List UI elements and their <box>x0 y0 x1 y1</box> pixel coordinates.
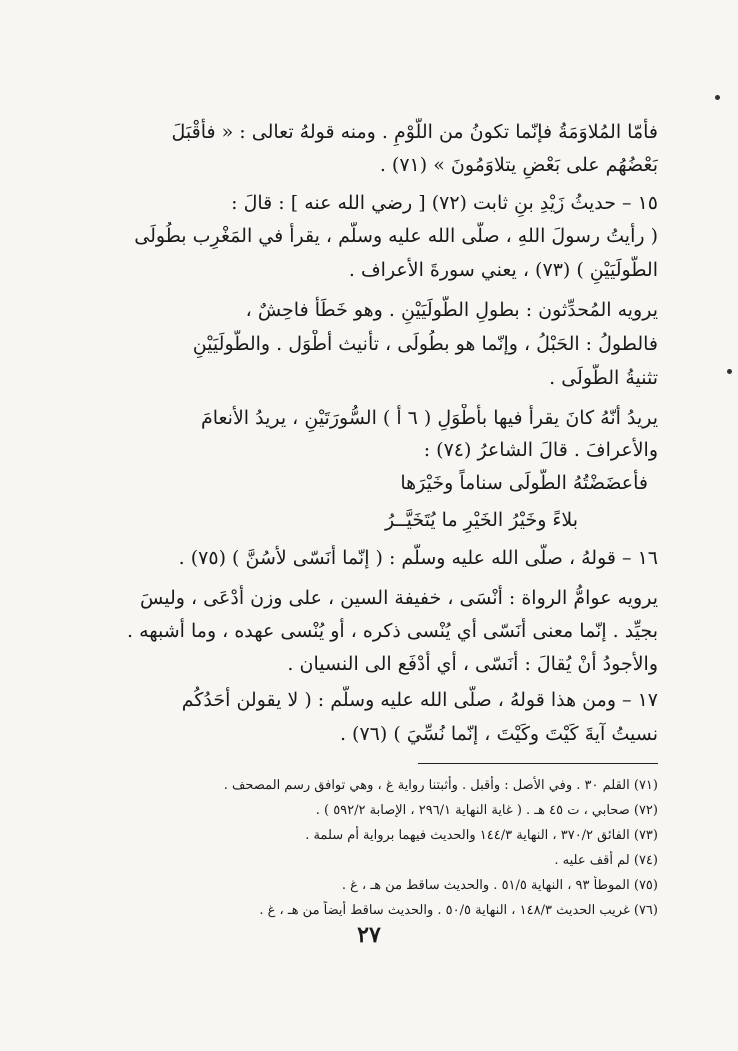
body-line: يرويه عوامُّ الرواة : أُنْسَى ، خفيفة السين ، على وزن أُدْعَى ، وليسَ <box>140 587 658 609</box>
footnote: (٧٥) الموطأ ٩٣ ، النهاية ٥١/٥ . والحديث ساقط من هـ ، غ . <box>341 878 658 893</box>
body-line: ١٧ – ومن هذا قولهُ ، صلّى الله عليه وسلّم : ( لا يقولن أحَدُكُم <box>181 689 658 711</box>
footnote: (٧٢) صحابي ، ت ٤٥ هـ . ( غاية النهاية ٢٩٦/١ ، الإصابة ٥٩٢/٢ ) . <box>315 803 658 818</box>
scan-speck-mark <box>715 95 720 100</box>
scan-speck-mark <box>727 369 732 374</box>
body-line: والأعرافَ . قالَ الشاعرُ (٧٤) : <box>423 439 658 461</box>
body-line: والأجودُ أنْ يُقالَ : أُنَسّى ، أي أُدْفَع الى النسيان . <box>287 653 658 675</box>
body-line: يريدُ أنّهُ كانَ يقرأُ فيها بأطْوَلِ ( ٦ أ ) السُّورَتَيْنِ ، يريدُ الأنعامَ <box>200 407 658 429</box>
body-line: الطُّولَيَيْنِ ) (٧٣) ، يعني سورةَ الأعراف . <box>348 259 658 281</box>
poem-line: بلاءً وخَيْرُ الخَيْرِ ما يُتَخَيَّــرُ <box>384 509 578 531</box>
body-line: ١٦ – قولهُ ، صلّى الله عليه وسلّم : ( إنّما أُنَسّى لأسُنَّ ) (٧٥) . <box>178 547 658 569</box>
footnote-divider <box>418 763 658 764</box>
footnote: (٧٤) لم أقف عليه . <box>554 853 658 868</box>
page-number: ٢٧ <box>357 922 381 948</box>
body-line: نسيتُ آيةَ كَيْتَ وكَيْتَ ، إنّما نُسِّيَ ) (٧٦) . <box>339 723 658 745</box>
body-line: ( رأيتُ رسولَ اللهِ ، صلّى الله عليه وسلّم ، يقرأُ في المَغْرِب بطُولَى <box>134 225 658 247</box>
body-line: بجيِّد . إنّما معنى أُنَسّى أي يُنْسى ذكره ، أو يُنْسى عهده ، وما أشبهه . <box>126 620 658 642</box>
body-line: يرويه المُحدِّثون : بطولِ الطُّولَيَيْنِ . وهو خَطَأٌ فاحِشٌ ، <box>245 299 658 321</box>
footnote: (٧١) القلم ٣٠ . وفي الأصل : وأقبل . وأثبتنا رواية غ ، وهي توافق رسم المصحف . <box>223 778 658 793</box>
body-line: فأمّا المُلاوَمَةُ فإنّما تكونُ من اللّوْمِ . ومنه قولهُ تعالى : « فأقْبَلَ <box>171 121 658 143</box>
body-line: ١٥ – حديثُ زَيْدِ بنِ ثابت (٧٢) [ رضي الله عنه ] : قالَ : <box>231 192 658 214</box>
body-line: فالطولُ : الحَبْلُ ، وإنّما هو بطُولَى ، تأنيث أطْوَل . والطُّولَيَيْنِ <box>192 333 658 355</box>
poem-line: فأعضَضْتُهُ الطُّولَى سناماً وخَيْرَها <box>400 472 648 494</box>
body-line: تثنيةُ الطُّولَى . <box>549 367 658 389</box>
footnote: (٧٣) الفائق ٣٧٠/٢ ، النهاية ١٤٤/٣ والحديث فيهما برواية أم سلمة . <box>305 828 658 843</box>
body-line: بَعْضُهُم على بَعْضٍ يتلاوَمُونَ » (٧١) . <box>379 154 658 176</box>
footnote: (٧٦) غريب الحديث ١٤٨/٣ ، النهاية ٥٠/٥ . والحديث ساقط أيضاً من هـ ، غ . <box>259 903 658 918</box>
